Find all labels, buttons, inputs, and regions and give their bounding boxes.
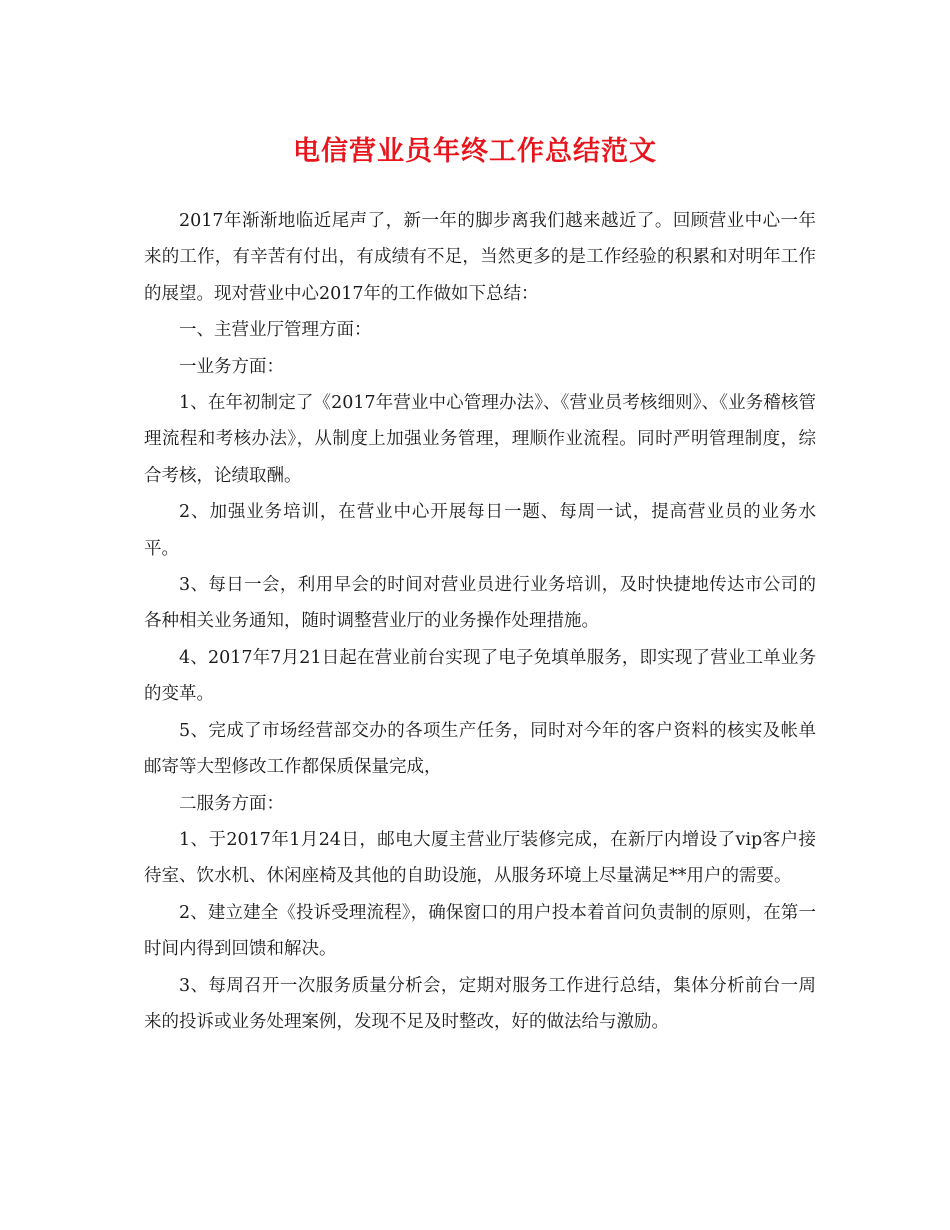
document-title: 电信营业员年终工作总结范文 <box>293 136 657 167</box>
subsection-heading-service: 二服务方面： <box>179 793 284 814</box>
paragraph-service-item-3: 3、每周召开一次服务质量分析会，定期对服务工作进行总结，集体分析前台一周来的投诉或业务处理案例，发现不足及时整改，好的做法给与激励。 <box>144 975 816 1032</box>
paragraph-intro: 2017年渐渐地临近尾声了，新一年的脚步离我们越来越近了。回顾营业中心一年来的工作，有辛苦有付出，有成绩有不足，当然更多的是工作经验的积累和对明年工作的展望。现对营业中心2017年的工作做如下总结： <box>144 211 816 304</box>
paragraph-service-item-1: 1、于2017年1月24日，邮电大厦主营业厅装修完成，在新厅内增设了vip客户接待室、饮水机、休闲座椅及其他的自助设施，从服务环境上尽量满足**用户的需要。 <box>144 829 816 887</box>
document-body <box>144 203 816 1040</box>
paragraph-business-item-2: 2、加强业务培训，在营业中心开展每日一题、每周一试，提高营业员的业务水平。 <box>144 502 816 559</box>
paragraph-business-item-3: 3、每日一会，利用早会的时间对营业员进行业务培训，及时快捷地传达市公司的各种相关业务通知，随时调整营业厅的业务操作处理措施。 <box>144 575 816 632</box>
paragraph-service-item-2: 2、建立建全《投诉受理流程》，确保窗口的用户投本着首问负责制的原则，在第一时间内得到回馈和解决。 <box>144 902 816 960</box>
section-heading-hall-management: 一、主营业厅管理方面： <box>179 320 372 341</box>
subsection-heading-business: 一业务方面： <box>179 356 284 377</box>
paragraph-business-item-5: 5、完成了市场经营部交办的各项生产任务，同时对今年的客户资料的核实及帐单邮寄等大型修改工作都保质保量完成， <box>144 720 816 778</box>
paragraph-business-item-4: 4、2017年7月21日起在营业前台实现了电子免填单服务，即实现了营业工单业务的变革。 <box>144 647 816 705</box>
paragraph-business-item-1: 1、在年初制定了《2017年营业中心管理办法》、《营业员考核细则》、《业务稽核管理流程和考核办法》，从制度上加强业务管理，理顺作业流程。同时严明管理制度，综合考核，论绩取酬。 <box>144 393 816 486</box>
